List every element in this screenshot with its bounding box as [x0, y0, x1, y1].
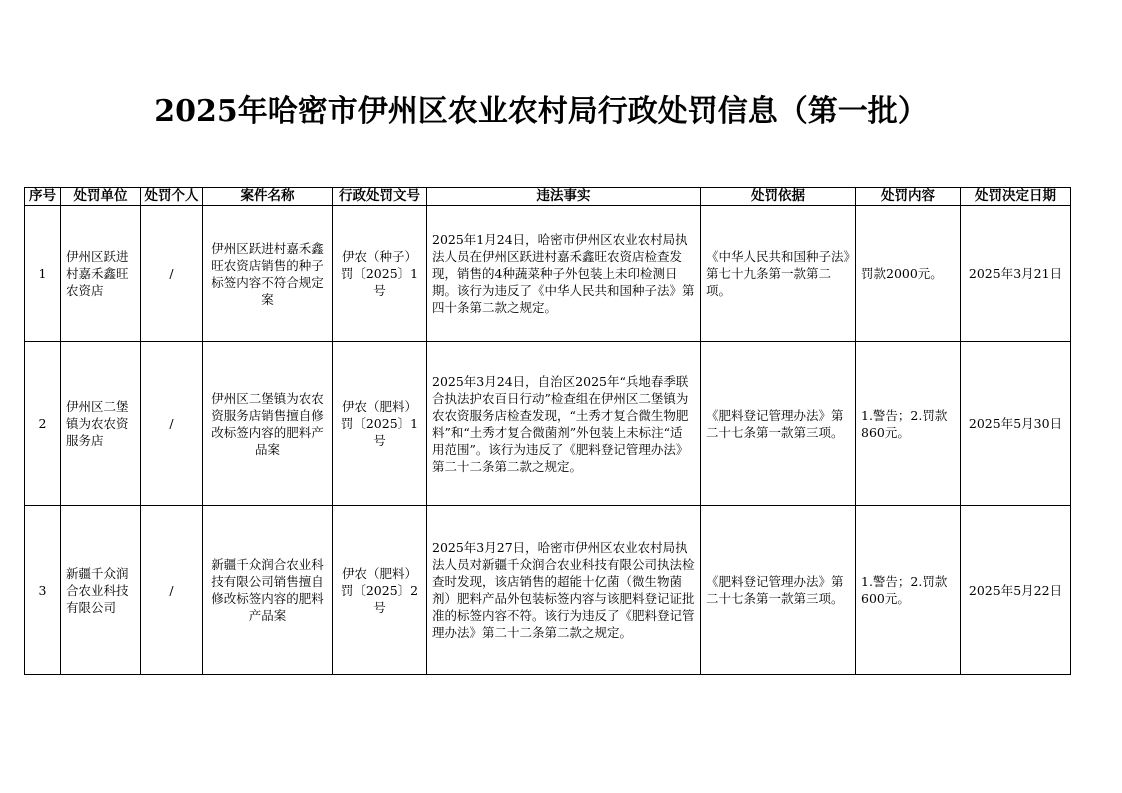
page-title: 2025年哈密市伊州区农业农村局行政处罚信息（第一批）: [154, 94, 928, 129]
cell-unit: 伊州区二堡镇为农农资服务店: [61, 342, 141, 506]
table-header-row: [25, 188, 1071, 206]
cell-basis: 《肥料登记管理办法》第二十七条第一款第三项。: [701, 506, 856, 675]
cell-unit: 伊州区跃进村嘉禾鑫旺农资店: [61, 206, 141, 342]
cell-doc-no: 伊农（种子）罚〔2025〕1号: [333, 206, 427, 342]
cell-no: 1: [25, 206, 61, 342]
header-person: 处罚个人: [141, 188, 203, 206]
cell-date: 2025年5月22日: [961, 506, 1071, 675]
header-case-name: 案件名称: [203, 188, 333, 206]
header-content: 处罚内容: [856, 188, 961, 206]
penalty-table: [24, 187, 1071, 675]
cell-case-name: 新疆千众润合农业科技有限公司销售擅自修改标签内容的肥料产品案: [203, 506, 333, 675]
table-row: [25, 342, 1071, 506]
cell-person: /: [141, 506, 203, 675]
cell-content: 1.警告；2.罚款600元。: [856, 506, 961, 675]
header-unit: 处罚单位: [61, 188, 141, 206]
cell-facts: 2025年1月24日，哈密市伊州区农业农村局执法人员在伊州区跃进村嘉禾鑫旺农资店检查发现，销售的4种蔬菜种子外包装上未印检测日期。该行为违反了《中华人民共和国种子法》第四十条第二款之规定。: [427, 206, 701, 342]
cell-date: 2025年5月30日: [961, 342, 1071, 506]
cell-basis: 《肥料登记管理办法》第二十七条第一款第三项。: [701, 342, 856, 506]
cell-person: /: [141, 206, 203, 342]
cell-no: 2: [25, 342, 61, 506]
cell-person: /: [141, 342, 203, 506]
cell-doc-no: 伊农（肥料）罚〔2025〕1号: [333, 342, 427, 506]
cell-content: 罚款2000元。: [856, 206, 961, 342]
cell-basis: 《中华人民共和国种子法》第七十九条第一款第二项。: [701, 206, 856, 342]
cell-doc-no: 伊农（肥料）罚〔2025〕2号: [333, 506, 427, 675]
cell-date: 2025年3月21日: [961, 206, 1071, 342]
header-basis: 处罚依据: [701, 188, 856, 206]
table-row: [25, 206, 1071, 342]
cell-case-name: 伊州区二堡镇为农农资服务店销售擅自修改标签内容的肥料产品案: [203, 342, 333, 506]
cell-content: 1.警告；2.罚款860元。: [856, 342, 961, 506]
header-date: 处罚决定日期: [961, 188, 1071, 206]
cell-facts: 2025年3月24日，自治区2025年“兵地春季联合执法护农百日行动”检查组在伊州区二堡镇为农农资服务店检查发现，“土秀才复合微生物肥料”和“土秀才复合微菌剂”外包装上未标注“适用范围”。该行为违反了《肥料登记管理办法》第二十二条第二款之规定。: [427, 342, 701, 506]
header-facts: 违法事实: [427, 188, 701, 206]
cell-no: 3: [25, 506, 61, 675]
cell-case-name: 伊州区跃进村嘉禾鑫旺农资店销售的种子标签内容不符合规定案: [203, 206, 333, 342]
header-doc-no: 行政处罚文号: [333, 188, 427, 206]
cell-unit: 新疆千众润合农业科技有限公司: [61, 506, 141, 675]
table-row: [25, 506, 1071, 675]
cell-facts: 2025年3月27日，哈密市伊州区农业农村局执法人员对新疆千众润合农业科技有限公司执法检查时发现，该店销售的超能十亿菌（微生物菌剂）肥料产品外包装标签内容与该肥料登记证批准的标签内容不符。该行为违反了《肥料登记管理办法》第二十二条第二款之规定。: [427, 506, 701, 675]
header-no: 序号: [25, 188, 61, 206]
